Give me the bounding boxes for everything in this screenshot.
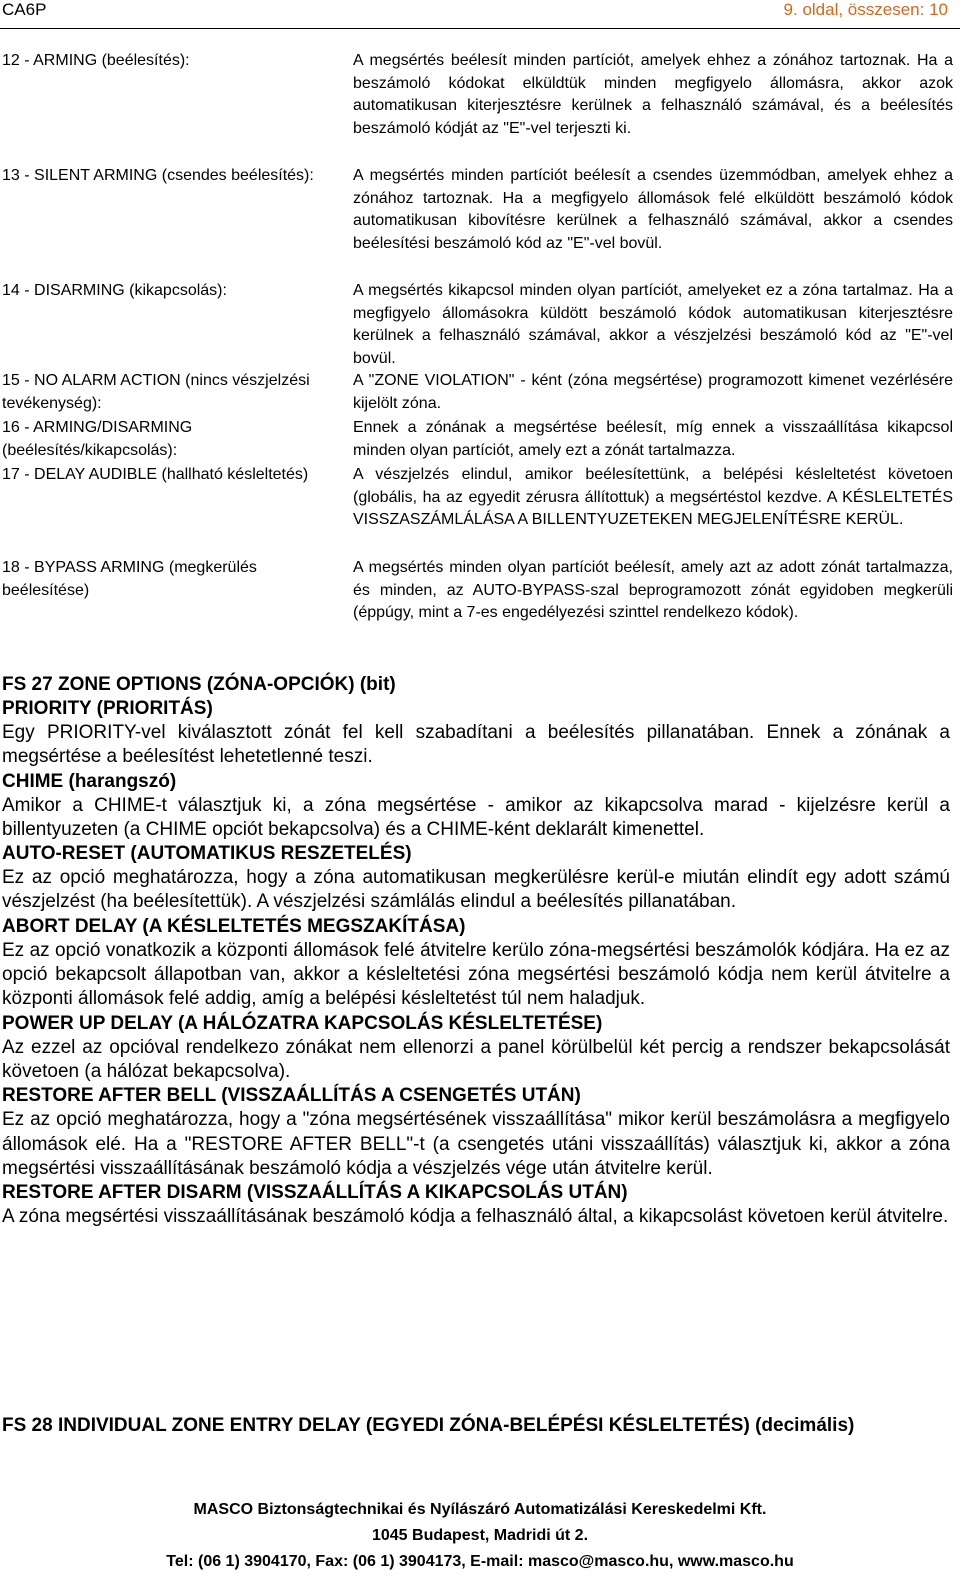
option-name: 17 - DELAY AUDIBLE (hallható késleltetés): [2, 466, 309, 483]
table-row: [0, 370, 960, 417]
option-description: A megsértés minden olyan partíciót beélesít, amely azt az adott zónát tartalmazza, és minden, az AUTO-BYPASS-szal beprogramozott zónát egyidoben megkerüli (éppúgy, mint a 7-es engedélyezési szinttel rendelkezo kódok).: [353, 559, 953, 621]
page-header: [0, 0, 960, 28]
option-description: A megsértés minden partíciót beélesít a csendes üzemmódban, amelyek ehhez a zónához tartoznak. Ha a megfigyelo állomások felé elküldött beszámoló kódok automatikusan kibovítésre kerülnek a felhasználó számával, akkor a csendes beélesítési beszámoló kód az "E"-vel bovül.: [353, 167, 953, 252]
option-heading-restore-after-disarm: RESTORE AFTER DISARM (VISSZAÁLLÍTÁS A KIKAPCSOLÁS UTÁN): [2, 1182, 628, 1204]
option-heading-auto-reset: AUTO-RESET (AUTOMATIKUS RESZETELÉS): [2, 843, 412, 865]
table-row: [0, 280, 960, 370]
page-number: 9. oldal, összesen: 10: [783, 0, 948, 19]
table-row: [0, 50, 960, 165]
section-title: FS 27 ZONE OPTIONS (ZÓNA-OPCIÓK) (bit): [2, 674, 396, 695]
fs28-title: FS 28 INDIVIDUAL ZONE ENTRY DELAY (EGYEDI ZÓNA-BELÉPÉSI KÉSLELTETÉS) (decimális): [2, 1415, 855, 1436]
header-divider: [0, 28, 960, 29]
zone-type-table: [0, 50, 960, 649]
footer-company: MASCO Biztonságtechnikai és Nyílászáró Automatizálási Kereskedelmi Kft.: [193, 1501, 767, 1518]
option-name: 15 - NO ALARM ACTION (nincs vészjelzési tevékenység):: [2, 372, 310, 412]
fs27-section: [2, 673, 950, 1229]
option-text-auto-reset: Ez az opció meghatározza, hogy a zóna automatikusan megkerülésre kerül-e miután elindít egy adott számú vészjelzést (ha beélesítettük). A vészjelzési számlálás elindul a beélesítés pillanatában.: [2, 867, 950, 913]
option-name: 18 - BYPASS ARMING (megkerülés beélesítése): [2, 559, 257, 599]
document-id: CA6P: [2, 0, 47, 19]
table-row: [0, 417, 960, 464]
footer-contact: Tel: (06 1) 3904170, Fax: (06 1) 3904173, E-mail: masco@masco.hu, www.masco.hu: [166, 1553, 794, 1570]
page-footer: [0, 1497, 960, 1575]
table-row: [0, 557, 960, 649]
table-row: [0, 165, 960, 280]
option-text-abort-delay: Ez az opció vonatkozik a központi állomások felé átvitelre kerülo zóna-megsértési beszámolók kódjára. Ha ez az opció bekapcsolt állapotban van, akkor a késleltetési zóna megsértési beszámoló kódja nem kerül átvitelre a központi állomások felé addig, amíg a belépési késleltetést túl nem haladjuk.: [2, 939, 950, 1010]
option-name: 12 - ARMING (beélesítés):: [2, 52, 190, 69]
option-text-restore-after-bell: Ez az opció meghatározza, hogy a "zóna megsértésének visszaállítása" mikor kerül beszámolásra a megfigyelo állomások elé. Ha a "RESTORE AFTER BELL"-t (a csengetés utáni visszaállítás) választjuk ki, akkor a zóna megsértési visszaállításának beszámoló kódja a vészjelzés vége után átvitelre kerül.: [2, 1109, 950, 1179]
option-description: A megsértés beélesít minden partíciót, amelyek ehhez a zónához tartoznak. Ha a beszámoló kódokat elküldtük minden megfigyelo állomásra, akkor azok automatikusan kiterjesztésre kerülnek a felhasználó számával, és a beélesítés beszámoló kódját az "E"-vel terjeszti ki.: [353, 52, 953, 137]
option-description: A megsértés kikapcsol minden olyan partíciót, amelyeket ez a zóna tartalmaz. Ha a megfigyelo állomásokra küldött beszámoló kódok automatikusan kiterjesztésre kerülnek a felhasználó számával, akkor a vészjelzési beszámoló kód az "E"-vel bovül.: [353, 282, 953, 367]
option-text-chime: Amikor a CHIME-t választjuk ki, a zóna megsértése - amikor az kikapcsolva marad - kijelzésre kerül a billentyuzeten (a CHIME opciót bekapcsolva) és a CHIME-ként deklarált kimenettel.: [2, 794, 950, 840]
option-heading-power-up-delay: POWER UP DELAY (A HÁLÓZATRA KAPCSOLÁS KÉSLELTETÉSE): [2, 1012, 603, 1034]
option-heading-priority: PRIORITY (PRIORITÁS): [2, 698, 213, 719]
option-text-power-up-delay: Az ezzel az opcióval rendelkezo zónákat nem ellenorzi a panel körülbelül két percig a rendszer bekapcsolását követoen (a hálózat bekapcsolva).: [2, 1036, 950, 1082]
option-heading-restore-after-bell: RESTORE AFTER BELL (VISSZAÁLLÍTÁS A CSENGETÉS UTÁN): [2, 1085, 581, 1107]
option-text-priority: Egy PRIORITY-vel kiválasztott zónát fel kell szabadítani a beélesítés pillanatában. Ennek a zónának a megsértése a beélesítést lehetetlenné teszi.: [2, 722, 950, 768]
option-name: 14 - DISARMING (kikapcsolás):: [2, 282, 227, 299]
option-description: A "ZONE VIOLATION" - ként (zóna megsértése) programozott kimenet vezérlésére kijelölt zóna.: [353, 372, 953, 412]
option-description: Ennek a zónának a megsértése beélesít, míg ennek a visszaállítása kikapcsol minden olyan partíciót, amely ezt a zónát tartalmazza.: [353, 419, 953, 459]
option-heading-chime: CHIME (harangszó): [2, 770, 177, 792]
option-text-restore-after-disarm: A zóna megsértési visszaállításának beszámoló kódja a felhasználó által, a kikapcsolást követoen kerül átvitelre.: [2, 1206, 949, 1228]
table-row: [0, 464, 960, 557]
option-name: 13 - SILENT ARMING (csendes beélesítés):: [2, 167, 314, 184]
option-heading-abort-delay: ABORT DELAY (A KÉSLELTETÉS MEGSZAKÍTÁSA): [2, 915, 466, 937]
footer-address: 1045 Budapest, Madridi út 2.: [371, 1527, 589, 1544]
option-name: 16 - ARMING/DISARMING (beélesítés/kikapcsolás):: [2, 419, 193, 459]
option-description: A vészjelzés elindul, amikor beélesítettünk, a belépési késleltetést követoen (globális, ha az egyedit zérusra állítottuk) a megsértéstol kezdve. A KÉSLELTETÉS VISSZASZÁMLÁLÁSA A BILLENTYUZETEKEN MEGJELENÍTÉSRE KERÜL.: [353, 466, 953, 528]
